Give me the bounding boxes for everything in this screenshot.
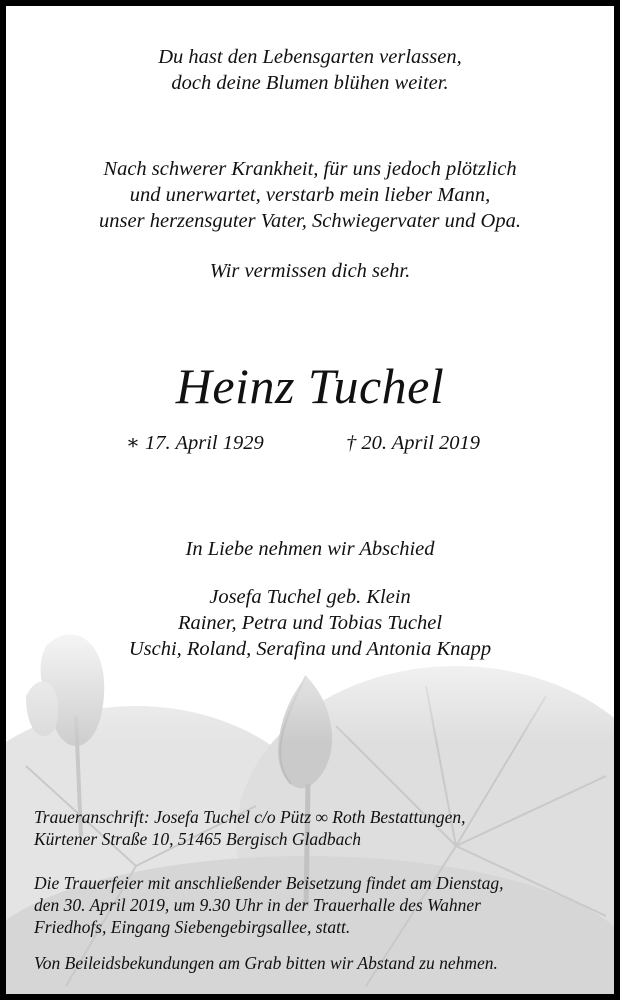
announcement-line: unser herzensguter Vater, Schwiegervater und Opa. xyxy=(99,210,521,232)
mourner-entry: Josefa Tuchel geb. Klein xyxy=(209,586,411,608)
funeral-ceremony-info xyxy=(34,872,594,938)
mourner-entry: Rainer, Petra und Tobias Tuchel xyxy=(177,612,443,634)
motto-verse xyxy=(6,44,614,96)
mourners-list xyxy=(6,584,614,662)
birth-date: ∗ 17. April 1929 xyxy=(126,432,264,454)
farewell-text xyxy=(6,536,614,562)
mourner-entry: Uschi, Roland, Serafina und Antonia Knapp xyxy=(128,638,492,660)
condolence-request xyxy=(34,952,594,974)
address-line: Kürtener Straße 10, 51465 Bergisch Gladbach xyxy=(34,829,361,849)
miss-you-text xyxy=(6,258,614,284)
motto-line: doch deine Blumen blühen weiter. xyxy=(171,72,449,94)
ceremony-line: den 30. April 2019, um 9.30 Uhr in der Trauerhalle des Wahner xyxy=(34,895,481,915)
condolence-line: Von Beileidsbekundungen am Grab bitten wir Abstand zu nehmen. xyxy=(34,953,498,973)
death-date: † 20. April 2019 xyxy=(346,432,481,454)
ceremony-line: Friedhofs, Eingang Siebengebirgsallee, statt. xyxy=(34,917,351,937)
miss-you-line: Wir vermissen dich sehr. xyxy=(209,260,411,282)
deceased-name: Heinz Tuchel xyxy=(175,358,445,414)
announcement-line: Nach schwerer Krankheit, für uns jedoch plötzlich xyxy=(103,158,517,180)
motto-line: Du hast den Lebensgarten verlassen, xyxy=(158,46,462,68)
farewell-line: In Liebe nehmen wir Abschied xyxy=(185,538,435,560)
mourning-address xyxy=(34,806,594,850)
ceremony-line: Die Trauerfeier mit anschließender Beisetzung findet am Dienstag, xyxy=(34,873,504,893)
announcement-line: und unerwartet, verstarb mein lieber Mann, xyxy=(129,184,491,206)
death-announcement xyxy=(6,156,614,234)
address-line: Traueranschrift: Josefa Tuchel c/o Pütz ∞ Roth Bestattungen, xyxy=(34,807,466,827)
